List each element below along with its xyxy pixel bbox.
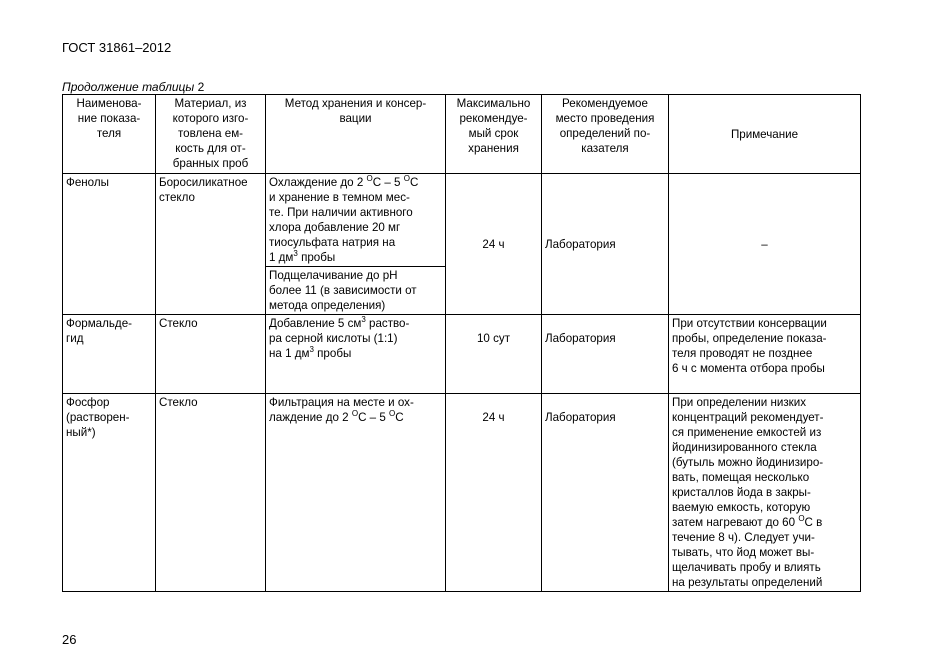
cell-method: Добавление 5 $см^3$ раство- ра серной кислоты (1:1) на 1 $дм^3$ пробы — [266, 315, 446, 394]
col-header-material: Материал, из которого изго- товлена ем- кость для от- бранных проб — [156, 95, 266, 174]
col-header-note: Примечание — [669, 95, 861, 174]
table-header-row — [63, 95, 861, 174]
table-row-formaldehyde — [63, 315, 861, 394]
cell-method: Фильтрация на месте и ох- лаждение до 2 $^O$C – 5 $^O$C — [266, 394, 446, 592]
document-header: ГОСТ 31861–2012 — [62, 40, 172, 55]
col-header-indicator: Наименова- ние показа- теля — [63, 95, 156, 174]
cell-max-term: 24 ч — [446, 174, 542, 315]
cell-indicator: Фосфор (растворен- ный*) — [63, 394, 156, 592]
cell-method-cooling: Охлаждение до 2 $^O$C – 5 $^O$C и хранение в темном мес- те. При наличии активного хлора добавление 20 мг тиосульфата натрия на 1 $дм^3$ пробы — [266, 174, 446, 267]
caption-label: Продолжение таблицы — [62, 80, 195, 94]
cell-method-alkalization: Подщелачивание до рН более 11 (в зависимости от метода определения) — [266, 267, 446, 315]
storage-table — [62, 94, 861, 592]
cell-max-term: 24 ч — [446, 394, 542, 592]
cell-note: При определении низких концентраций рекомендует- ся применение емкостей из йодинизированного стекла (бутыль можно йодинизиро- вать, помещая несколько кристаллов йода в закры- ваемую емкость, которую затем нагревают до 60 $^O$C в течение 8 ч). Следует учи- тывать, что йод может вы- щелачивать пробу и влиять на результаты определений — [669, 394, 861, 592]
cell-indicator: Фенолы — [63, 174, 156, 315]
col-header-max-term: Максимально рекомендуе- мый срок хранения — [446, 95, 542, 174]
cell-place: Лаборатория — [542, 174, 669, 315]
col-header-place: Рекомендуемое место проведения определений по- казателя — [542, 95, 669, 174]
cell-note: При отсутствии консервации пробы, определение показа- теля проводят не позднее 6 ч с момента отбора пробы — [669, 315, 861, 394]
table-row-phosphorus — [63, 394, 861, 592]
cell-note: – — [669, 174, 861, 315]
cell-indicator: Формальде- гид — [63, 315, 156, 394]
cell-material: Боросиликатное стекло — [156, 174, 266, 315]
page-number: 26 — [62, 632, 77, 647]
table-caption — [62, 80, 204, 94]
cell-max-term: 10 сут — [446, 315, 542, 394]
cell-material: Стекло — [156, 394, 266, 592]
table-row-phenols — [63, 174, 861, 267]
caption-number: 2 — [197, 80, 205, 94]
cell-material: Стекло — [156, 315, 266, 394]
col-header-method: Метод хранения и консер- вации — [266, 95, 446, 174]
cell-place: Лаборатория — [542, 394, 669, 592]
cell-place: Лаборатория — [542, 315, 669, 394]
